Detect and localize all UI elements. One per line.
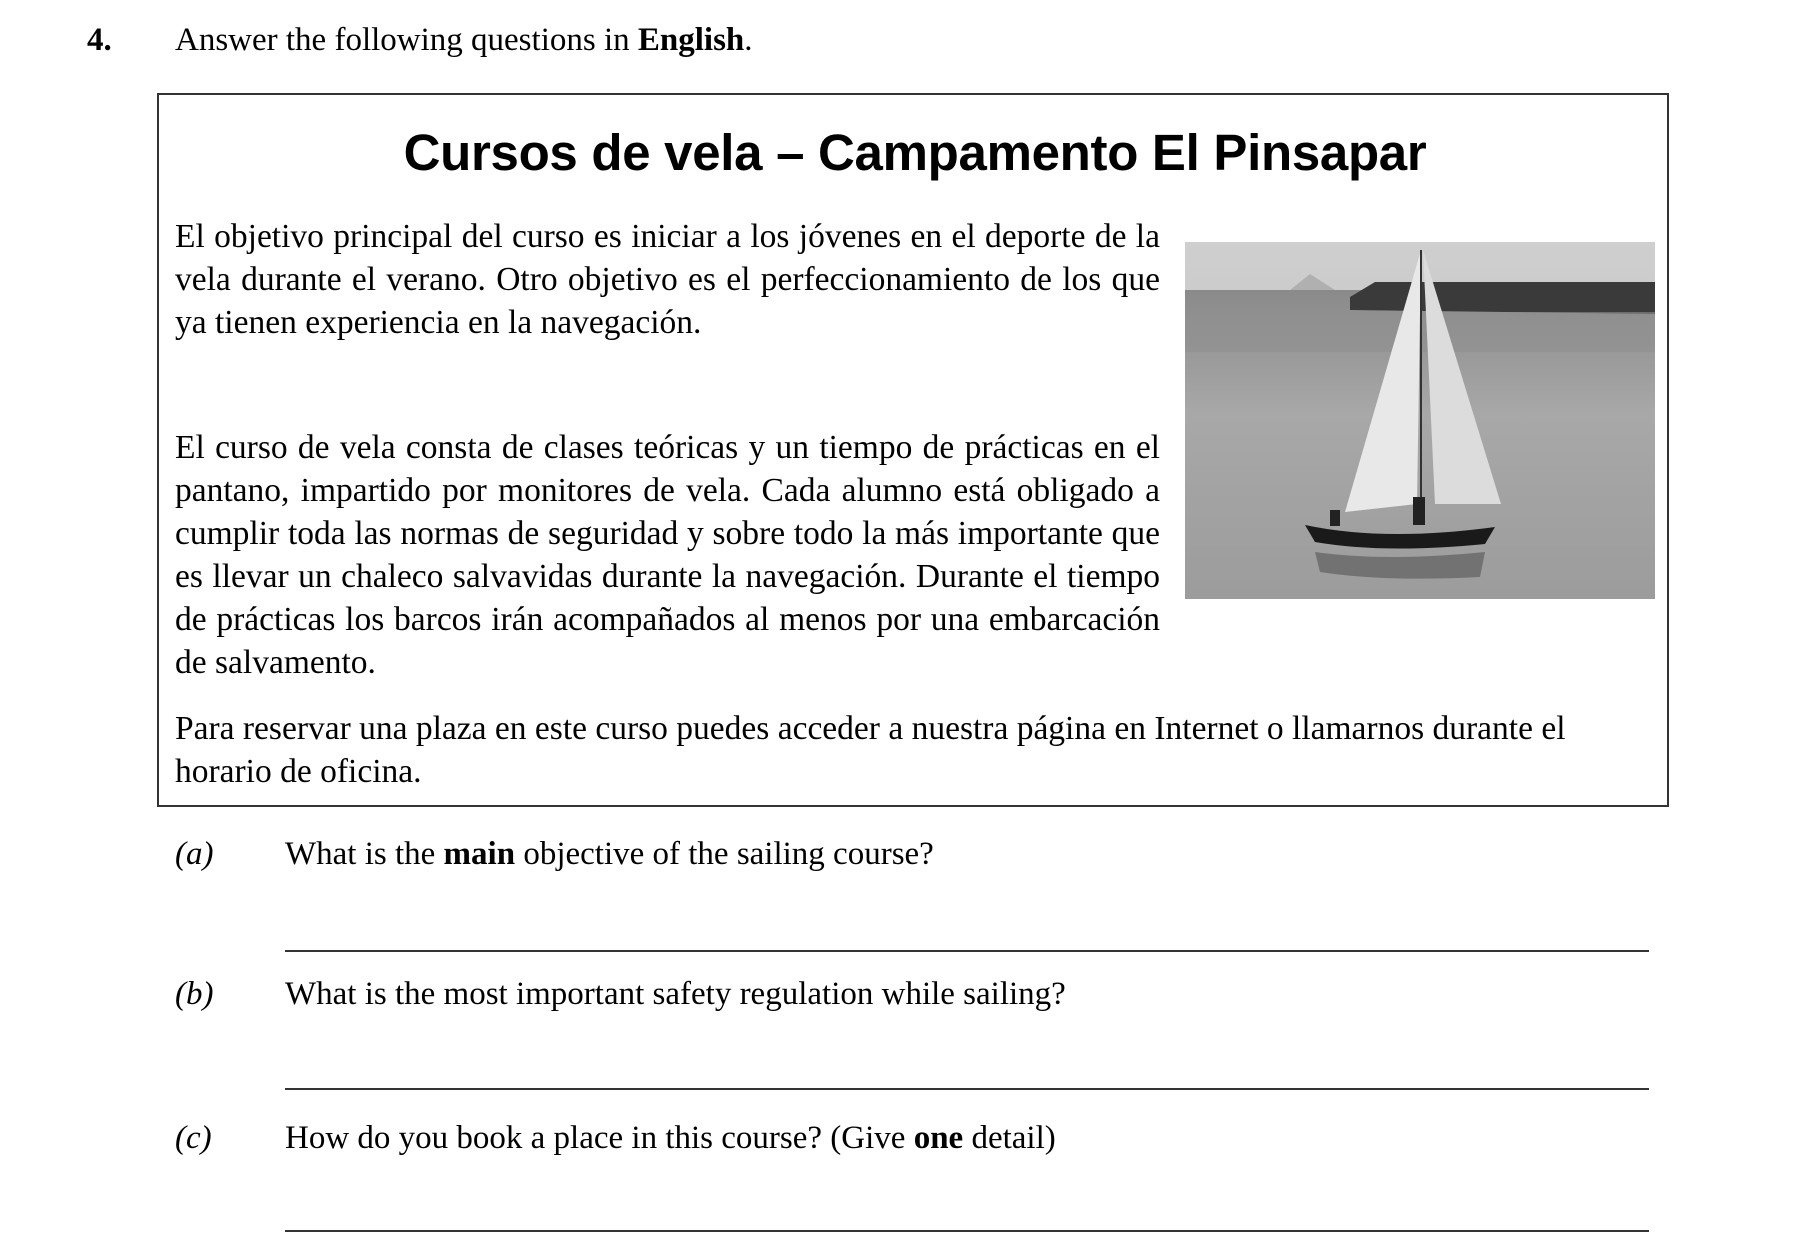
question-b-text [285,976,1066,1013]
question-a-text [285,836,934,873]
question-c-text [285,1120,1056,1157]
instruction-bold: English [637,22,745,58]
instruction-end: . [744,22,753,58]
question-c-bold: one [913,1120,964,1156]
passage-paragraph-1: El objetivo principal del curso es iniciar a los jóvenes en el deporte de la vela durante el verano. Otro objetivo es el perfeccionamiento de los que ya tienen experiencia en la navegación. [175,218,1160,341]
question-c-part1: How do you book a place in this course? (Give [285,1120,914,1156]
sailboat-photo [1185,242,1655,599]
answer-line-b[interactable] [285,1088,1649,1090]
question-number: 4. [87,22,112,58]
answer-line-c[interactable] [285,1230,1649,1232]
question-c-label: (c) [175,1120,212,1156]
question-a-bold: main [443,836,516,872]
answer-line-a[interactable] [285,950,1649,952]
passage-paragraph-2: El curso de vela consta de clases teóricas y un tiempo de prácticas en el pantano, impartido por monitores de vela. Cada alumno está obligado a cumplir toda las normas de seguridad y sobre todo la más importante que es llevar un chaleco salvavidas durante la navegación. Durante el tiempo de prácticas los barcos irán acompañados al menos por una embarcación de salvamento. [175,429,1160,681]
passage-paragraph-3: Para reservar una plaza en este curso puedes acceder a nuestra página en Internet o llamarnos durante el horario de oficina. [175,710,1566,790]
question-a-label: (a) [175,836,214,872]
question-c-part2: detail) [963,1120,1056,1156]
instruction [175,22,753,59]
passage-title: Cursos de vela – Campamento El Pinsapar [403,124,1427,181]
question-b-label: (b) [175,976,214,1012]
question-b-part1: What is the most important safety regulation while sailing? [285,976,1066,1012]
question-a-part2: objective of the sailing course? [515,836,934,872]
passage-box [157,93,1669,807]
question-a-part1: What is the [285,836,444,872]
instruction-text: Answer the following questions in [175,22,638,58]
